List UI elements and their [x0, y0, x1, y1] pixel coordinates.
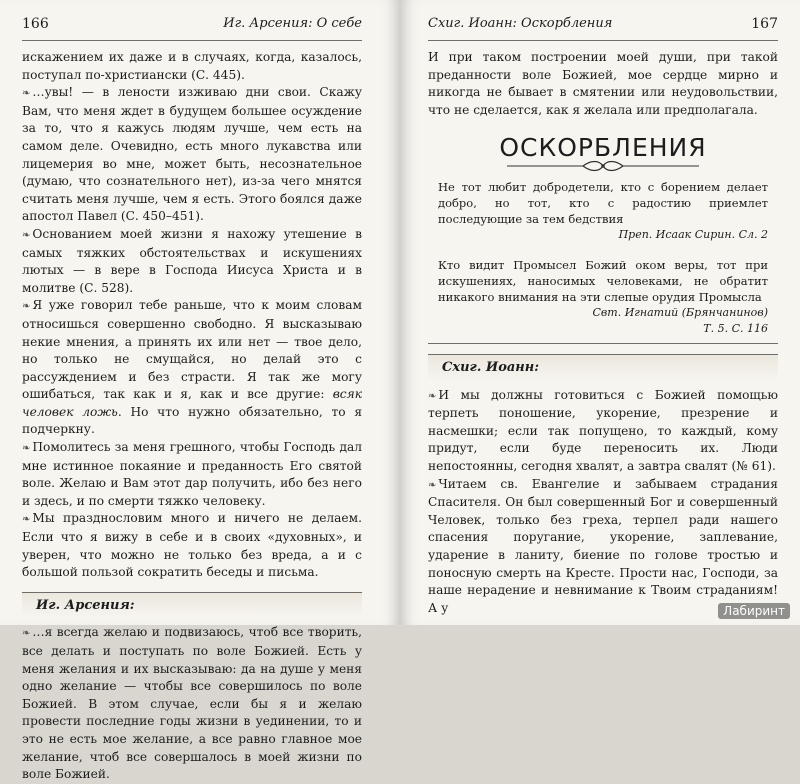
right-page: [400, 0, 800, 625]
paragraph-text: Читаем св. Евангелие и забываем страдания Спасителя. Он был совершенный Бог и совершенный Человек, только без греха, терпел ради нашего спасения поругание, укорение, заплевание, ударение в ланиту, биение по голове тростью и поносную смерть на Кресте. Прости нас, Господи, за наше нерадение и невнимание к Твоим страданиям! А у: [428, 476, 778, 615]
paragraph-mark-icon: ❧: [22, 88, 31, 100]
paragraph: [22, 624, 362, 783]
epigraph-attribution: Свт. Игнатий (Брянчанинов): [592, 305, 768, 319]
paragraph: [22, 84, 362, 226]
chapter-title: ОСКОРБЛЕНИЯ: [499, 133, 707, 163]
paragraph: [22, 297, 362, 439]
paragraph-text: Основанием моей жизни я нахожу утешение в самых тяжких обстоятельствах и искушениях лютых — в вере в Господа Иисуса Христа и в молитве (С. 528).: [22, 226, 362, 295]
left-page: [0, 0, 400, 782]
running-head: Иг. Арсения: О себе: [223, 16, 362, 31]
epigraph-text: Кто видит Промысел Божий оком веры, тот при искушениях, наносимых человеками, не обратит никакого внимания на эти слепые орудия Промысла: [438, 257, 768, 304]
paragraph-mark-icon: ❧: [22, 628, 31, 640]
epigraph-reference: Т. 5. С. 116: [703, 321, 768, 335]
paragraph-mark-icon: ❧: [22, 229, 31, 241]
paragraph-text: И мы должны готовиться с Божией помощью терпеть поношение, укорение, презрение и насмешки; если так попущено, то каждый, кому придут, если буде переносить их. Люди непостоянны, сегодня хвалят, а завтра свалят (№ 61).: [428, 387, 778, 473]
paragraph: искажением их даже и в случаях, когда, казалось, поступал по-христиански (С. 445).: [22, 50, 362, 82]
paragraph: И при таком построении моей души, при такой преданности воле Божией, мое сердце мирно и никогда не бывает в смятении или неудовольствии, что не сделается, как я желала или предполагала.: [428, 50, 778, 117]
epigraph: [438, 257, 768, 337]
section-heading: Иг. Арсения:: [22, 592, 362, 619]
paragraph: [428, 476, 778, 618]
epigraph-attribution: Преп. Исаак Сирин. Сл. 2: [618, 227, 768, 241]
paragraph-mark-icon: ❧: [22, 301, 31, 313]
paragraph: [428, 387, 778, 476]
divider: [428, 343, 778, 344]
right-page-body: [428, 49, 778, 617]
paragraph-mark-icon: ❧: [22, 443, 31, 455]
epigraph-text: Не тот любит добродетели, кто с борением делает добро, но тот, кто с радостию приемлет последующие за тем бедствия: [438, 179, 768, 226]
paragraph: [22, 510, 362, 581]
paragraph-text: …увы! — в лености изживаю дни свои. Скажу Вам, что меня ждет в будущем большее осуждение за то, что я кажусь людям лучше, чем есть на самом деле. Очевидно, есть много лукавства или лицемерия во мне, может быть, несознательное (думаю, что сознательного нет), из-за чего мнятся считать меня лучше, чем я есть. Этого боялся даже апостол Павел (С. 450–451).: [22, 85, 362, 224]
paragraph-mark-icon: ❧: [22, 514, 31, 526]
paragraph: [22, 226, 362, 297]
paragraph-text: Помолитесь за меня грешного, чтобы Господь дал мне истинное покаяние и преданность Его святой воле. Желаю и Вам этот дар получить, ибо без него и здесь, и по смерти тяжко человеку.: [22, 440, 362, 508]
running-head: Схиг. Иоанн: Оскорбления: [428, 16, 613, 31]
paragraph-text: . Но что нужно обязательно, то я подчеркну.: [22, 404, 363, 437]
paragraph-text: …я всегда желаю и подвизаюсь, чтоб все творить, все делать и поступать по воле Божией. Есть у меня желания и их высказываю: да на душе у меня одно желание — чтобы все совершилось по воле Божией. В этом случае, если бы я и желаю провести последние годы жизни в уединении, то и это не есть мое желание, а все равно главное мое желание, чтоб все совершалось в моей жизни по воле Божией.: [22, 625, 362, 782]
left-page-body: [22, 49, 362, 784]
paragraph-mark-icon: ❧: [428, 479, 437, 491]
paragraph-text: Я уже говорил тебе раньше, что к моим словам относишься совершенно свободно. Я высказываю некие мнения, а принять их или нет — твое дело, но только не смущайся, но делай это с рассуждением и без страсти. Я так же могу ошибаться, так как и я, как и все другие:: [22, 298, 362, 402]
paragraph-mark-icon: ❧: [428, 390, 437, 402]
paragraph-text: Мы празднословим много и ничего не делаем. Если что я вижу в себе и в своих «духовных», и уверен, что можно не только без вреда, а и с большой пользой сократить беседы и письма.: [22, 511, 362, 580]
right-page-header: [428, 14, 778, 41]
paragraph: [22, 439, 362, 510]
page-number: 167: [751, 16, 778, 32]
epigraph: [438, 179, 768, 243]
watermark-logo: Лабиринт: [718, 603, 790, 619]
page-number: 166: [22, 16, 49, 32]
italic-phrase: всяк человек ложь: [22, 387, 362, 419]
chapter-title-block: [428, 133, 778, 173]
left-page-header: [22, 14, 362, 41]
section-heading: Схиг. Иоанн:: [428, 354, 778, 381]
